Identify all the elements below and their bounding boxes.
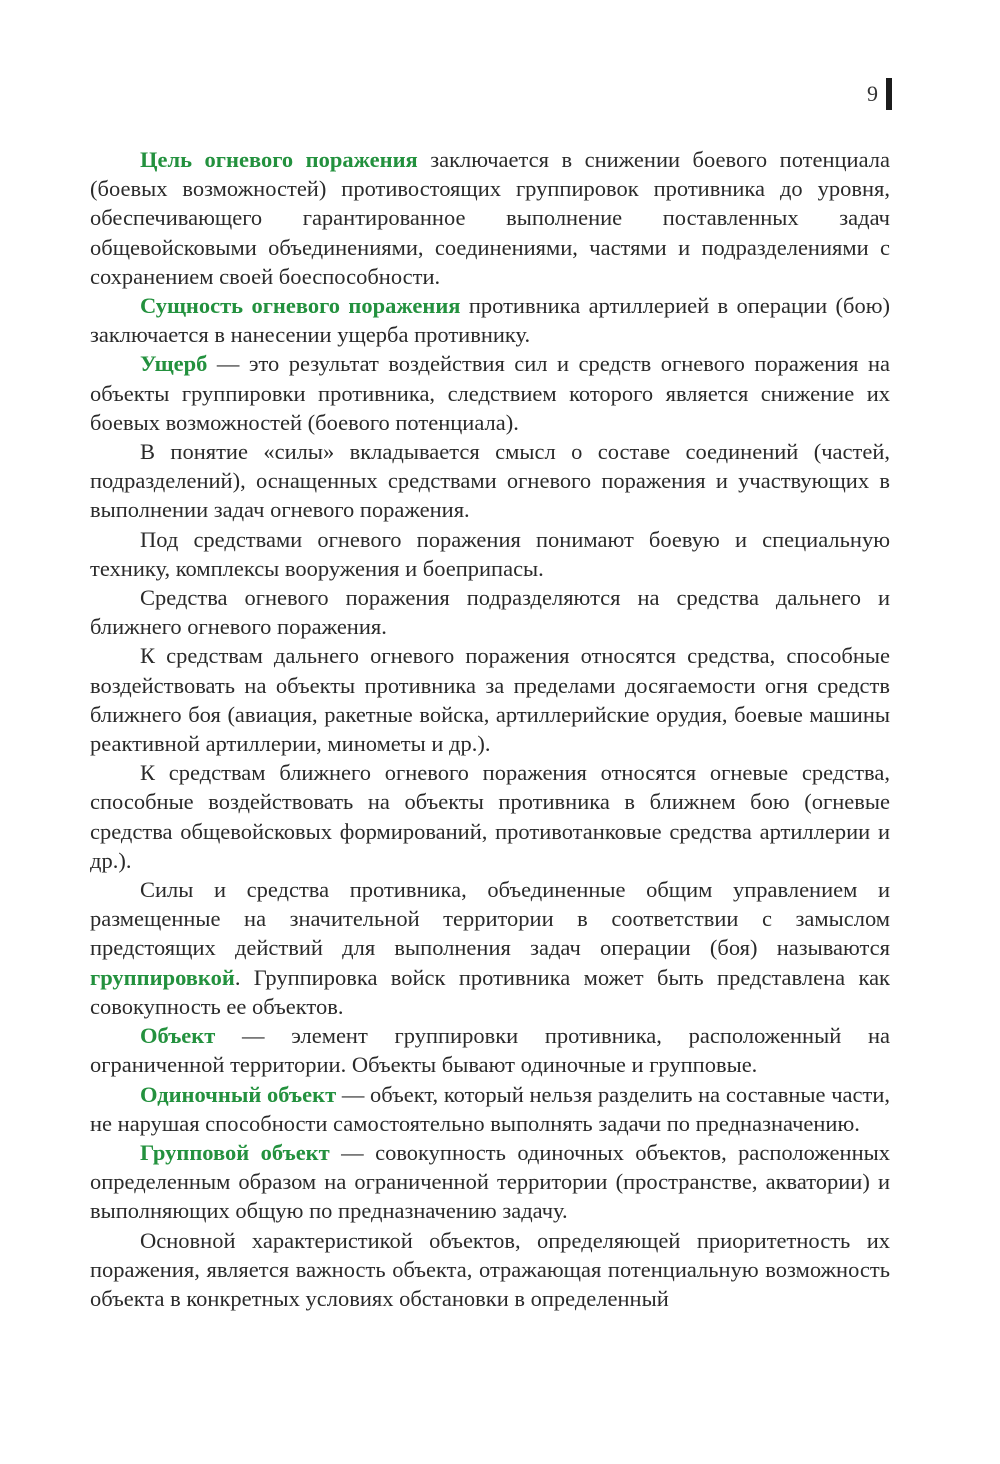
term-group-object: Групповой объект (140, 1139, 330, 1165)
paragraph-forces: В понятие «силы» вкладывается смысл о составе соединений (частей, подразделений), оснащенных средствами огневого поражения и участвующих в выполнении задач огневого поражения. (90, 439, 890, 523)
term-damage: Ущерб (140, 351, 208, 377)
page-number: 9 (867, 81, 878, 106)
paragraph-text: — элемент группировки противника, расположенный на ограниченной территории. Объекты бывают одиночные и групповые. (90, 1023, 890, 1078)
paragraph-grouping (90, 875, 890, 1021)
paragraph-text: . Группировка войск противника может быть представлена как совокупность ее объектов. (90, 964, 890, 1019)
term-goal: Цель огневого поражения (140, 147, 418, 172)
term-object: Объект (140, 1023, 216, 1049)
paragraph-text: противника артиллерией в операции (бою) заключается в нанесении ущерба противнику. (90, 293, 890, 348)
paragraph-text: — объект, который нельзя разделить на составные части, не нарушая способности самостоятельно выполнять задачи по предназначению. (90, 1081, 890, 1136)
term-essence: Сущность огневого поражения (140, 293, 461, 319)
paragraph-single-object (90, 1080, 890, 1138)
page-header (867, 78, 892, 110)
paragraph-text: — это результат воздействия сил и средств огневого поражения на объекты группировки противника, следствием которого является снижение их боевых возможностей (боевого потенциала). (90, 351, 890, 435)
term-grouping: группировкой (90, 964, 235, 990)
paragraph-close-range: К средствам ближнего огневого поражения относятся огневые средства, способные воздействовать на объекты противника в ближнем бою (огневые средства общевойсковых формирований, противотанковые средства артиллерии и др.). (90, 760, 890, 873)
term-single-object: Одиночный объект (140, 1081, 337, 1107)
paragraph-text: — совокупность одиночных объектов, расположенных определенным образом на ограниченной территории (пространстве, акватории) и выполняющих общую по предназначению задачу. (90, 1139, 890, 1224)
paragraph-goal (90, 145, 890, 291)
paragraph-object (90, 1021, 890, 1079)
paragraph-text: Силы и средства противника, объединенные общим управлением и размещенные на значительной территории в соответствии с замыслом предстоящих действий для выполнения задач операции (боя) называются (90, 877, 890, 961)
paragraph-means: Под средствами огневого поражения понимают боевую и специальную технику, комплексы вооружения и боеприпасы. (90, 526, 890, 581)
paragraph-long-range: К средствам дальнего огневого поражения относятся средства, способные воздействовать на объекты противника за пределами досягаемости огня средств ближнего боя (авиация, ракетные войска, артиллерийские орудия, боевые машины реактивной артиллерии, минометы и др.). (90, 643, 890, 757)
paragraph-importance: Основной характеристикой объектов, определяющей приоритетность их поражения, является важность объекта, отражающая потенциальную возможность объекта в конкретных условиях обстановки в определенный (90, 1227, 890, 1311)
text-body (90, 145, 890, 1313)
paragraph-essence (90, 291, 890, 349)
paragraph-text: заключается в снижении боевого потенциала (боевых возможностей) противостоящих группировок противника до уровня, обеспечивающего гарантированное выполнение поставленных задач общевойсковыми объединениями, соединениями, частями и подразделениями с сохранением своей боеспособности. (90, 147, 890, 289)
paragraph-means-division: Средства огневого поражения подразделяются на средства дальнего и ближнего огневого поражения. (90, 585, 890, 640)
page-marker-bar (886, 78, 892, 110)
paragraph-group-object (90, 1138, 890, 1226)
paragraph-damage (90, 349, 890, 437)
